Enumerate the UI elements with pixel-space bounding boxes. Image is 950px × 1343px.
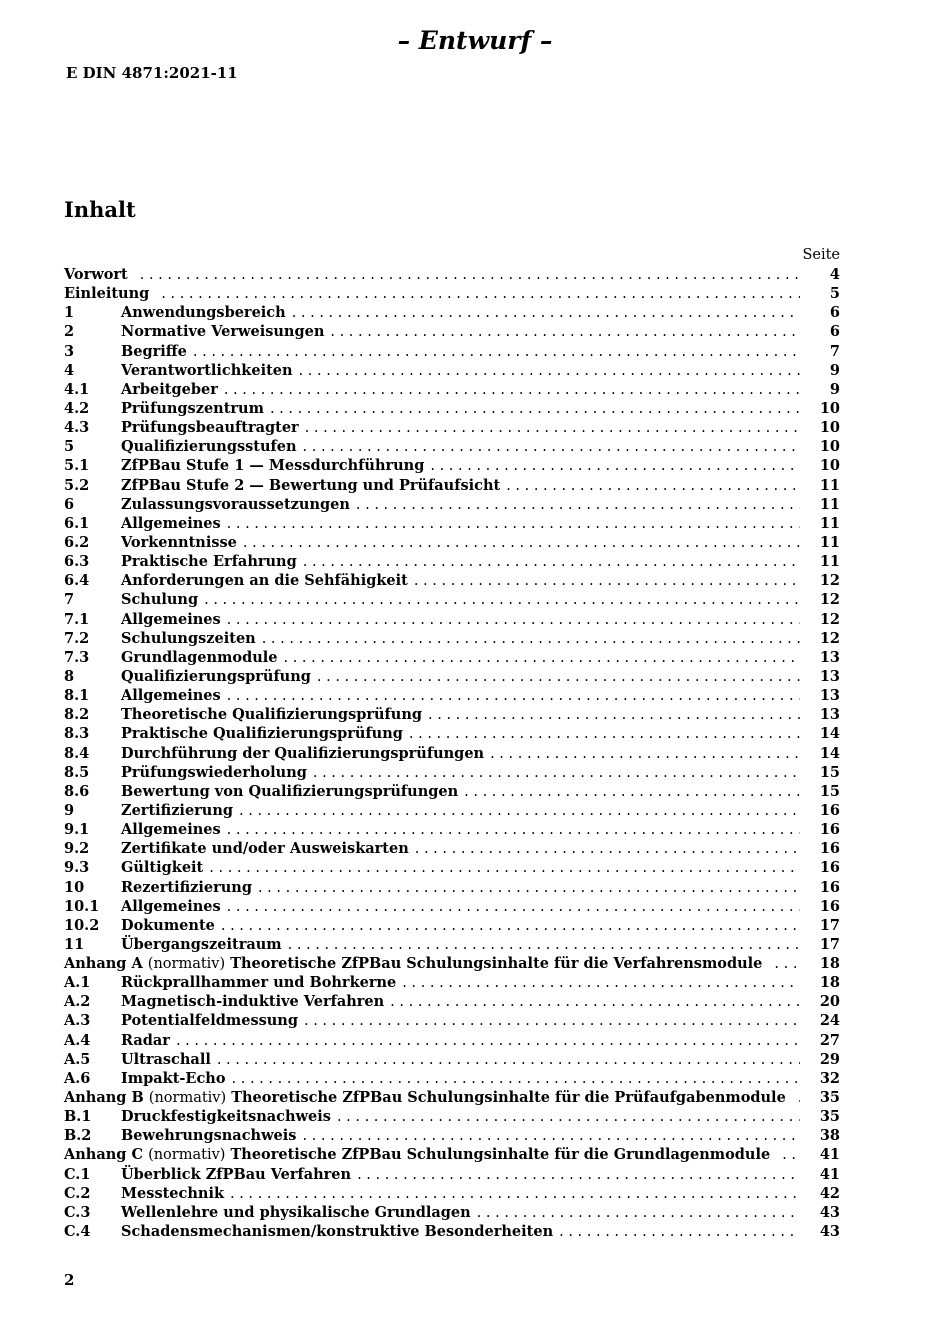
toc-entry-number: 6.3 [64, 553, 90, 571]
toc-entry-number: 7 [64, 591, 75, 609]
toc-entry-number: C.2 [64, 1184, 91, 1202]
toc-entry[interactable] [64, 724, 840, 743]
toc-entry-page: 11 [819, 533, 840, 551]
toc-entry-page: 13 [819, 648, 840, 666]
toc-dot-leader [414, 572, 800, 591]
toc-entry-number: 2 [64, 323, 75, 341]
toc-entry[interactable] [64, 399, 840, 418]
toc-entry-page: 41 [819, 1165, 840, 1183]
toc-entry-title: Bewertung von Qualifizierungsprüfungen [121, 782, 459, 800]
toc-entry-title: Gültigkeit [121, 859, 204, 877]
toc-entry-title: Grundlagenmodule [121, 648, 278, 666]
toc-entry-number: Einleitung [64, 285, 150, 303]
toc-entry-page: 38 [819, 1127, 840, 1145]
toc-entry[interactable] [64, 744, 840, 763]
toc-entry-number: Anhang C [64, 1146, 143, 1164]
toc-entry[interactable] [64, 1222, 840, 1241]
toc-entry-number: 7.1 [64, 610, 90, 628]
toc-dot-leader [230, 1185, 800, 1204]
toc-entry[interactable] [64, 1126, 840, 1145]
toc-entry-title: Allgemeines [121, 687, 221, 705]
toc-entry-title: Zertifikate und/oder Ausweiskarten [121, 840, 409, 858]
toc-entry-title: Anforderungen an die Sehfähigkeit [121, 572, 408, 590]
toc-entry-number: C.3 [64, 1203, 91, 1221]
toc-entry-page: 24 [819, 1012, 840, 1030]
toc-dot-leader [193, 343, 800, 362]
toc-entry[interactable] [64, 418, 840, 437]
toc-entry-page: 13 [819, 687, 840, 705]
toc-entry-title: Anwendungsbereich [121, 304, 286, 322]
toc-entry-number: 5.1 [64, 457, 90, 475]
toc-entry-page: 41 [819, 1146, 840, 1164]
toc-dot-leader [303, 438, 800, 457]
toc-entry-number: 7.3 [64, 648, 90, 666]
toc-entry-number: Anhang B [64, 1089, 144, 1107]
document-id: E DIN 4871:2021-11 [66, 64, 238, 82]
toc-entry-title: Begriffe [121, 342, 187, 360]
toc-dot-leader [337, 1108, 800, 1127]
toc-entry-page: 43 [819, 1223, 840, 1241]
toc-entry-title: Überblick ZfPBau Verfahren [121, 1165, 352, 1183]
toc-entry[interactable] [64, 667, 840, 686]
toc-entry-page: 12 [819, 591, 840, 609]
toc-dot-leader [258, 879, 800, 898]
toc-entry-page: 12 [819, 629, 840, 647]
toc-entry[interactable] [64, 1011, 840, 1030]
toc-entry[interactable] [64, 533, 840, 552]
toc-entry[interactable] [64, 1069, 840, 1088]
toc-entry-number: A.6 [64, 1069, 91, 1087]
toc-entry-number: 3 [64, 342, 75, 360]
page-column-label: Seite [802, 247, 840, 263]
toc-entry-title [64, 284, 155, 303]
toc-entry-page: 12 [819, 572, 840, 590]
toc-entry-title: Druckfestigkeitsnachweis [121, 1108, 331, 1126]
toc-entry-title: Praktische Qualifizierungsprüfung [121, 725, 403, 743]
toc-entry-page: 35 [819, 1089, 840, 1107]
toc-entry-title: Rückprallhammer und Bohrkerne [121, 974, 397, 992]
toc-entry-number: A.2 [64, 993, 91, 1011]
toc-entry-page: 10 [819, 457, 840, 475]
toc-entry-page: 14 [819, 725, 840, 743]
toc-entry-title: Allgemeines [121, 821, 221, 839]
toc-entry-page: 15 [819, 763, 840, 781]
toc-dot-leader [292, 304, 800, 323]
toc-entry-title: Schulungszeiten [121, 629, 256, 647]
toc-entry[interactable] [64, 1203, 840, 1222]
toc-entry-page: 6 [829, 304, 840, 322]
toc-entry-title: Zertifizierung [121, 801, 234, 819]
toc-entry-normativ: (normativ) [147, 956, 226, 973]
toc-entry-page: 10 [819, 419, 840, 437]
toc-entry-title: Ultraschall [121, 1050, 211, 1068]
toc-dot-leader [288, 936, 800, 955]
toc-entry[interactable] [64, 839, 840, 858]
page-number: 2 [64, 1271, 75, 1289]
toc-entry-title: Vorkenntnisse [121, 533, 237, 551]
toc-entry[interactable] [64, 1145, 840, 1164]
toc-entry[interactable] [64, 705, 840, 724]
toc-entry[interactable] [64, 476, 840, 495]
toc-entry-page: 12 [819, 610, 840, 628]
toc-entry[interactable] [64, 590, 840, 609]
toc-entry-page: 32 [819, 1069, 840, 1087]
toc-entry-page: 27 [819, 1031, 840, 1049]
toc-entry-page: 16 [819, 840, 840, 858]
toc-entry-normativ: (normativ) [148, 1147, 226, 1164]
toc-entry-number: 6.4 [64, 572, 90, 590]
toc-entry-page: 9 [829, 361, 840, 379]
toc-entry-number: 8.4 [64, 744, 90, 762]
toc-dot-leader [227, 687, 800, 706]
toc-dot-leader [490, 745, 800, 764]
toc-dot-leader [283, 649, 800, 668]
toc-dot-leader [243, 534, 800, 553]
toc-dot-leader [204, 591, 800, 610]
toc-entry-page: 16 [819, 859, 840, 877]
toc-entry[interactable] [64, 265, 840, 284]
toc-entry-title: Normative Verweisungen [121, 323, 325, 341]
toc-entry-title: Bewehrungsnachweis [121, 1127, 297, 1145]
toc-entry[interactable] [64, 1107, 840, 1126]
toc-entry-number: Vorwort [64, 266, 128, 283]
toc-dot-leader [221, 917, 800, 936]
toc-entry-page: 18 [819, 974, 840, 992]
toc-entry-number: 4.1 [64, 380, 90, 398]
toc-dot-leader [303, 553, 800, 572]
toc-dot-leader [559, 1223, 800, 1242]
toc-entry-page: 11 [819, 476, 840, 494]
toc-entry-number: 9 [64, 801, 75, 819]
toc-entry-page: 15 [819, 782, 840, 800]
toc-entry-title: Praktische Erfahrung [121, 553, 297, 571]
toc-entry[interactable] [64, 763, 840, 782]
toc-entry-page: 17 [819, 916, 840, 934]
toc-dot-leader [176, 1032, 800, 1051]
toc-entry-title: Impakt-Echo [121, 1069, 226, 1087]
toc-entry-number: 6 [64, 495, 75, 513]
toc-entry-number: 11 [64, 935, 85, 953]
toc-entry-title: Zulassungsvoraussetzungen [121, 495, 350, 513]
toc-heading: Inhalt [64, 197, 136, 222]
toc-entry[interactable] [64, 610, 840, 629]
toc-entry-title: Prüfungsbeauftragter [121, 419, 299, 437]
toc-entry-text: Theoretische ZfPBau Schulungsinhalte für die Verfahrensmodule [230, 955, 763, 973]
toc-dot-leader [402, 974, 800, 993]
toc-dot-leader [390, 993, 800, 1012]
toc-entry-title: Allgemeines [121, 897, 221, 915]
toc-dot-leader [227, 611, 800, 630]
toc-entry[interactable] [64, 992, 840, 1011]
draft-label: – Entwurf – [397, 26, 553, 55]
toc-entry-page: 16 [819, 821, 840, 839]
toc-entry-page: 20 [819, 993, 840, 1011]
toc-entry-page: 18 [819, 955, 840, 973]
toc-entry-title: Wellenlehre und physikalische Grundlagen [121, 1203, 471, 1221]
toc-dot-leader [506, 477, 800, 496]
toc-dot-leader [227, 898, 800, 917]
toc-entry-title: ZfPBau Stufe 1 — Messdurchführung [121, 457, 425, 475]
toc-entry-number: 5.2 [64, 476, 90, 494]
toc-entry[interactable] [64, 858, 840, 877]
toc-dot-leader [305, 419, 800, 438]
toc-entry-number: 8.6 [64, 782, 90, 800]
toc-entry-number: 7.2 [64, 629, 90, 647]
toc-entry-number: 4 [64, 361, 75, 379]
toc-entry[interactable] [64, 954, 840, 973]
toc-entry-page: 16 [819, 878, 840, 896]
toc-entry-title: Prüfungszentrum [121, 399, 264, 417]
toc-entry-page: 43 [819, 1203, 840, 1221]
toc-entry-number: 10.2 [64, 916, 100, 934]
toc-entry-title: Schadensmechanismen/konstruktive Besonderheiten [121, 1223, 554, 1241]
toc-entry-title: Rezertifizierung [121, 878, 252, 896]
toc-entry-number: 9.1 [64, 821, 90, 839]
toc-entry-page: 11 [819, 553, 840, 571]
toc-entry-number: 6.2 [64, 533, 90, 551]
toc-entry-title: Messtechnik [121, 1184, 224, 1202]
toc-entry[interactable] [64, 571, 840, 590]
toc-entry-number: 8.5 [64, 763, 90, 781]
toc-dot-leader [317, 668, 800, 687]
toc-entry[interactable] [64, 629, 840, 648]
toc-entry-page: 5 [829, 285, 840, 303]
toc-entry-page: 4 [829, 266, 840, 283]
toc-dot-leader [140, 266, 800, 285]
toc-dot-leader [209, 859, 800, 878]
toc-entry[interactable] [64, 782, 840, 801]
toc-entry[interactable] [64, 380, 840, 399]
toc-entry-number: 8 [64, 667, 75, 685]
toc-entry-number: C.4 [64, 1223, 91, 1241]
toc-entry-number: 6.1 [64, 514, 90, 532]
toc-entry[interactable] [64, 437, 840, 456]
toc-entry-number: 1 [64, 304, 75, 322]
toc-entry-title: Prüfungswiederholung [121, 763, 307, 781]
toc-dot-leader [464, 783, 800, 802]
toc-dot-leader [430, 457, 800, 476]
toc-entry-title: Qualifizierungsprüfung [121, 667, 311, 685]
toc-entry[interactable] [64, 1184, 840, 1203]
toc-entry-title: Magnetisch-induktive Verfahren [121, 993, 385, 1011]
toc-entry-page: 35 [819, 1108, 840, 1126]
toc-dot-leader [798, 1089, 800, 1108]
toc-entry-title: Verantwortlichkeiten [121, 361, 293, 379]
toc-entry-title: Qualifizierungsstufen [121, 438, 297, 456]
toc-entry-number: 10.1 [64, 897, 100, 915]
toc-entry-page: 11 [819, 495, 840, 513]
toc-entry-page: 10 [819, 438, 840, 456]
toc-entry-title [64, 1145, 776, 1165]
toc-entry-number: B.1 [64, 1108, 92, 1126]
toc-entry-number: A.4 [64, 1031, 91, 1049]
toc-dot-leader [239, 802, 800, 821]
toc-dot-leader [304, 1012, 800, 1031]
toc-entry-page: 42 [819, 1184, 840, 1202]
toc-entry[interactable] [64, 514, 840, 533]
toc-entry-title: Dokumente [121, 916, 215, 934]
toc-entry-number: 10 [64, 878, 85, 896]
toc-entry-title: Allgemeines [121, 610, 221, 628]
toc-dot-leader [357, 1166, 800, 1185]
toc-entry-normativ: (normativ) [148, 1090, 227, 1107]
toc-dot-leader [330, 323, 800, 342]
toc-entry-page: 13 [819, 667, 840, 685]
toc-entry-number: 5 [64, 438, 75, 456]
toc-entry[interactable] [64, 935, 840, 954]
toc-entry-number: 9.2 [64, 840, 90, 858]
toc-entry-number: 4.2 [64, 399, 90, 417]
toc-entry-title [64, 954, 768, 974]
toc-entry-title [64, 265, 134, 284]
toc-entry-number: 8.3 [64, 725, 90, 743]
toc-entry-title [64, 1088, 792, 1108]
toc-entry-page: 17 [819, 935, 840, 953]
toc-dot-leader [302, 1127, 800, 1146]
toc-entry[interactable] [64, 916, 840, 935]
toc-entry[interactable] [64, 1165, 840, 1184]
toc-dot-leader [409, 725, 800, 744]
toc-entry[interactable] [64, 303, 840, 322]
toc-dot-leader [356, 496, 800, 515]
toc-entry-number: 9.3 [64, 859, 90, 877]
toc-dot-leader [299, 362, 800, 381]
toc-entry-title: Potentialfeldmessung [121, 1012, 298, 1030]
toc-dot-leader [227, 821, 800, 840]
toc-entry[interactable] [64, 322, 840, 341]
toc-entry[interactable] [64, 801, 840, 820]
toc-entry-page: 10 [819, 399, 840, 417]
toc-entry-title: Allgemeines [121, 514, 221, 532]
toc-dot-leader [477, 1204, 800, 1223]
toc-entry-number: 8.1 [64, 687, 90, 705]
toc-dot-leader [262, 630, 800, 649]
toc-entry-number: 8.2 [64, 706, 90, 724]
toc-entry-title: Theoretische Qualifizierungsprüfung [121, 706, 423, 724]
toc-entry[interactable] [64, 1050, 840, 1069]
toc-dot-leader [415, 840, 800, 859]
toc-entry[interactable] [64, 1031, 840, 1050]
toc-dot-leader [428, 706, 800, 725]
toc-entry[interactable] [64, 284, 840, 303]
toc-entry-title: Arbeitgeber [121, 380, 218, 398]
toc-entry-page: 13 [819, 706, 840, 724]
toc-entry[interactable] [64, 342, 840, 361]
toc-entry[interactable] [64, 973, 840, 992]
toc-dot-leader [224, 381, 800, 400]
toc-entry[interactable] [64, 1088, 840, 1107]
toc-entry-number: B.2 [64, 1127, 92, 1145]
toc-entry-page: 9 [829, 380, 840, 398]
toc-entry[interactable] [64, 878, 840, 897]
toc-entry-title: ZfPBau Stufe 2 — Bewertung und Prüfaufsicht [121, 476, 501, 494]
toc-entry[interactable] [64, 361, 840, 380]
toc-entry-title: Durchführung der Qualifizierungsprüfungen [121, 744, 485, 762]
toc-dot-leader [313, 764, 800, 783]
toc-dot-leader [774, 955, 800, 974]
toc-entry[interactable] [64, 495, 840, 514]
toc-dot-leader [270, 400, 800, 419]
toc-entry-page: 29 [819, 1050, 840, 1068]
toc-entry-number: A.3 [64, 1012, 91, 1030]
toc-entry[interactable] [64, 648, 840, 667]
toc-entry-number: Anhang A [64, 955, 143, 973]
toc-entry-page: 7 [829, 342, 840, 360]
toc-dot-leader [232, 1070, 800, 1089]
toc-entry-page: 16 [819, 801, 840, 819]
toc-dot-leader [217, 1051, 800, 1070]
toc-entry-title: Übergangszeitraum [121, 935, 282, 953]
toc-entry-title: Radar [121, 1031, 170, 1049]
toc-entry-number: 4.3 [64, 419, 90, 437]
toc-entry[interactable] [64, 820, 840, 839]
toc-dot-leader [782, 1146, 800, 1165]
toc-entry-page: 6 [829, 323, 840, 341]
toc-entry-number: C.1 [64, 1165, 91, 1183]
toc-entry[interactable] [64, 686, 840, 705]
toc-dot-leader [227, 515, 800, 534]
toc-entry-number: A.5 [64, 1050, 91, 1068]
toc-entry-page: 14 [819, 744, 840, 762]
toc-entry[interactable] [64, 456, 840, 475]
toc-entry-page: 16 [819, 897, 840, 915]
toc-entry-number: A.1 [64, 974, 91, 992]
toc-entry-text: Theoretische ZfPBau Schulungsinhalte für die Grundlagenmodule [230, 1146, 771, 1164]
toc-entry-text: Theoretische ZfPBau Schulungsinhalte für die Prüfaufgabenmodule [231, 1089, 786, 1107]
table-of-contents [64, 265, 840, 1241]
toc-entry[interactable] [64, 897, 840, 916]
toc-entry-title: Schulung [121, 591, 199, 609]
toc-dot-leader [161, 285, 800, 304]
toc-entry-page: 11 [819, 514, 840, 532]
toc-entry[interactable] [64, 552, 840, 571]
